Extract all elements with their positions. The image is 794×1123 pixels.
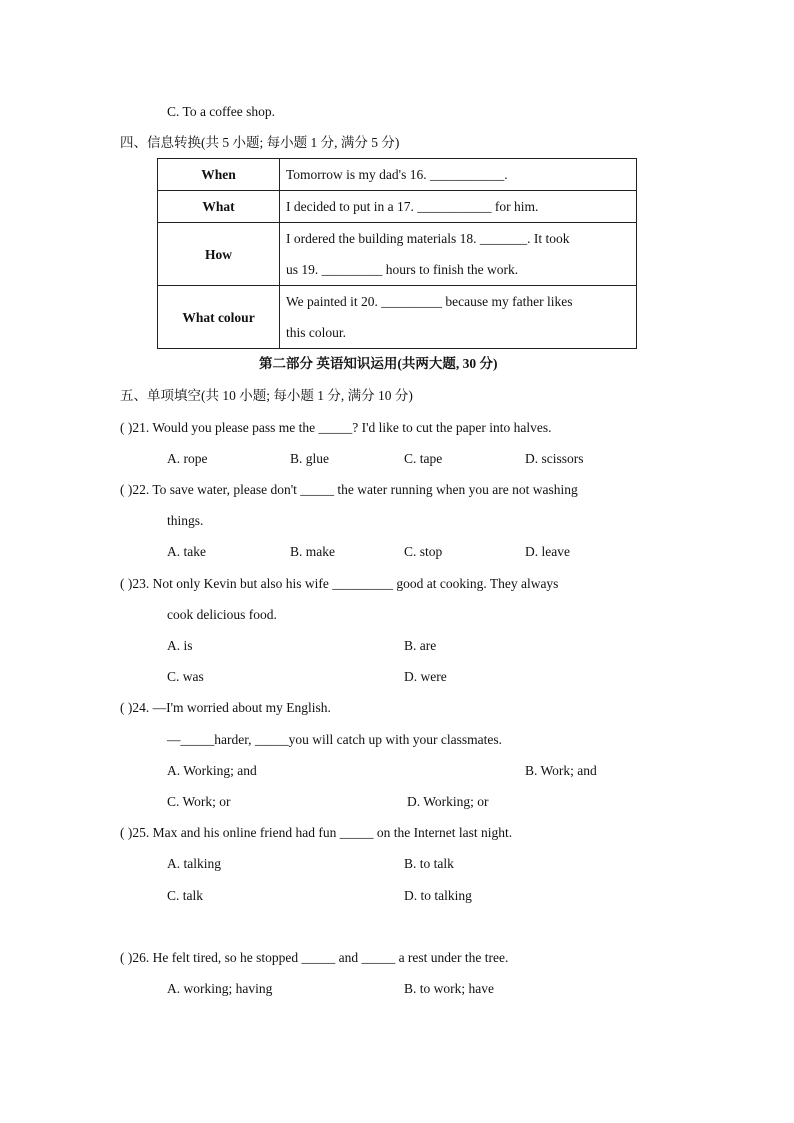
option: D. were <box>404 669 447 684</box>
option: C. was <box>167 669 204 684</box>
section-5-title: 五、单项填空(共 10 小题; 每小题 1 分, 满分 10 分) <box>120 388 413 403</box>
option: B. make <box>290 544 335 559</box>
table-row <box>158 191 637 223</box>
row-text: this colour. <box>286 325 346 340</box>
option: C. tape <box>404 451 443 466</box>
option: A. take <box>167 544 206 559</box>
option: B. to talk <box>404 856 454 871</box>
option: D. scissors <box>525 451 584 466</box>
option: B. are <box>404 638 437 653</box>
row-head: What colour <box>158 286 280 349</box>
question-24: ( )24. —I'm worried about my English. <box>120 700 331 715</box>
row-text: us 19. _________ hours to finish the work. <box>286 262 519 277</box>
row-text: Tomorrow is my dad's 16. ___________. <box>280 159 637 191</box>
table-row <box>158 286 637 349</box>
info-table <box>157 158 637 349</box>
option: C. stop <box>404 544 443 559</box>
part-2-title: 第二部分 英语知识运用(共两大题, 30 分) <box>259 356 498 371</box>
section-4-title: 四、信息转换(共 5 小题; 每小题 1 分, 满分 5 分) <box>120 135 400 150</box>
option: B. glue <box>290 451 329 466</box>
option: A. rope <box>167 451 208 466</box>
question-cont: —_____harder, _____you will catch up with your classmates. <box>167 732 503 747</box>
question-cont: things. <box>167 513 204 528</box>
table-row <box>158 223 637 286</box>
question-25: ( )25. Max and his online friend had fun _____ on the Internet last night. <box>120 825 513 840</box>
option: C. Work; or <box>167 794 231 809</box>
option: D. to talking <box>404 888 472 903</box>
table-row <box>158 159 637 191</box>
question-22: ( )22. To save water, please don't _____ the water running when you are not washing <box>120 482 578 497</box>
option: A. Working; and <box>167 763 257 778</box>
row-head: When <box>158 159 280 191</box>
row-head: How <box>158 223 280 286</box>
question-23: ( )23. Not only Kevin but also his wife _________ good at cooking. They always <box>120 576 559 591</box>
option: B. Work; and <box>525 763 597 778</box>
question-26: ( )26. He felt tired, so he stopped _____ and _____ a rest under the tree. <box>120 950 509 965</box>
option: D. Working; or <box>407 794 489 809</box>
previous-option: C. To a coffee shop. <box>167 104 276 119</box>
option: A. working; having <box>167 981 273 996</box>
row-head: What <box>158 191 280 223</box>
option: B. to work; have <box>404 981 494 996</box>
option: C. talk <box>167 888 203 903</box>
row-text: We painted it 20. _________ because my father likes <box>286 294 573 309</box>
option: D. leave <box>525 544 570 559</box>
row-text: I decided to put in a 17. ___________ for him. <box>280 191 637 223</box>
row-text: I ordered the building materials 18. _______. It took <box>286 231 570 246</box>
option: A. talking <box>167 856 221 871</box>
question-21: ( )21. Would you please pass me the _____? I'd like to cut the paper into halves. <box>120 420 552 435</box>
question-cont: cook delicious food. <box>167 607 277 622</box>
option: A. is <box>167 638 193 653</box>
